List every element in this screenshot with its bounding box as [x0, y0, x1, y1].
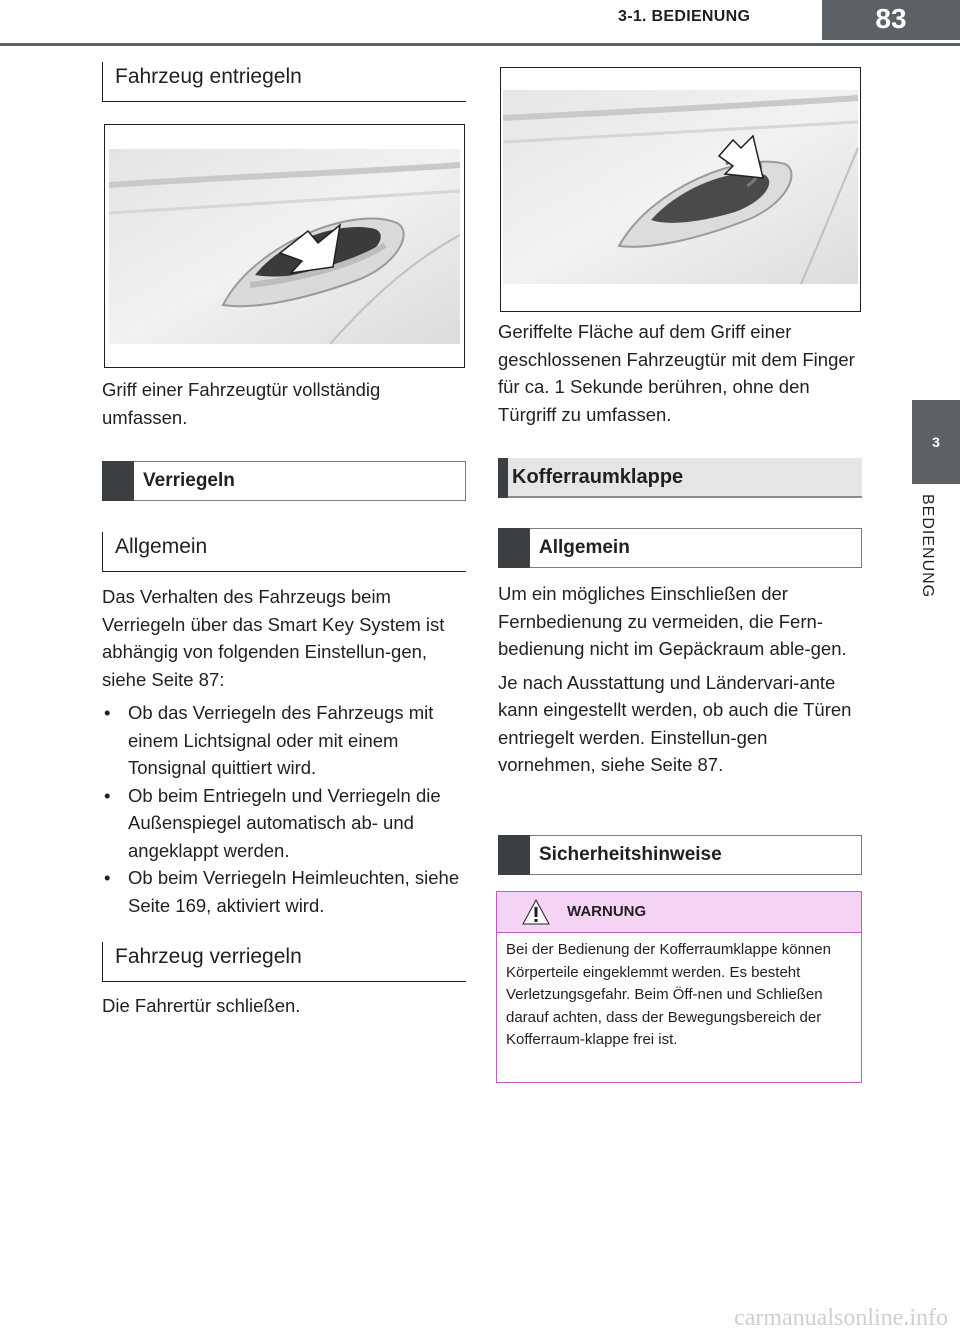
- chapter-label: BEDIENUNG: [919, 494, 936, 599]
- section-title: 3-1. BEDIENUNG: [618, 8, 751, 25]
- lock-vehicle-heading: Fahrzeug verriegeln: [102, 942, 466, 982]
- lock-general-paragraph: Das Verhalten des Fahrzeugs beim Verriegeln über das Smart Key System ist abhängig von folgenden Einstellun-gen, siehe Seite 87:: [102, 586, 445, 690]
- watermark: carmanualsonline.info: [734, 1305, 948, 1331]
- trunk-general-body: [498, 580, 860, 785]
- header-divider: [0, 43, 960, 46]
- lock-general-body: [102, 583, 464, 919]
- warning-label: WARNUNG: [567, 903, 647, 920]
- general-heading-left: Allgemein: [102, 532, 466, 572]
- section-safety: Sicherheitshinweise: [498, 835, 862, 875]
- lock-settings-list: [102, 699, 464, 919]
- unlock-heading: Fahrzeug entriegeln: [102, 62, 466, 102]
- unlock-instruction: Griff einer Fahrzeugtür vollständig umfassen.: [102, 379, 381, 428]
- door-handle-grip-illustration: [104, 124, 465, 368]
- section-lock: Verriegeln: [102, 461, 466, 501]
- warning-text: Bei der Bedienung der Kofferraumklappe können Körperteile eingeklemmt werden. Es besteht Verletzungsgefahr. Beim Öff-nen und Schließen darauf achten, dass der Bewegungsbereich der Kofferraum-klappe frei ist.: [506, 941, 831, 1048]
- lock-vehicle-instruction: Die Fahrertür schließen.: [102, 995, 301, 1016]
- warning-box: [496, 891, 862, 1083]
- door-handle-grip-drawing: [105, 125, 464, 367]
- list-item: • Ob das Verriegeln des Fahrzeugs mit einem Lichtsignal oder mit einem Tonsignal quittiert wird.: [102, 699, 464, 782]
- door-handle-touch-illustration: [500, 67, 861, 312]
- warning-triangle-icon: [521, 898, 551, 926]
- lock-instruction: Geriffelte Fläche auf dem Griff einer geschlossenen Fahrzeugtür mit dem Finger für ca. 1 Sekunde berühren, ohne den Türgriff zu umfassen.: [498, 321, 855, 425]
- section-general-right: Allgemein: [498, 528, 862, 568]
- list-item: • Ob beim Entriegeln und Verriegeln die Außenspiegel automatisch ab- und angeklappt werden.: [102, 782, 464, 865]
- trunk-paragraph-2: Je nach Ausstattung und Ländervari-ante kann eingestellt werden, ob auch die Türen entriegelt werden. Einstellun-gen vornehmen, siehe Seite 87.: [498, 671, 852, 775]
- chapter-tab: 3: [912, 400, 960, 484]
- door-handle-touch-drawing: [501, 68, 860, 311]
- list-item: • Ob beim Verriegeln Heimleuchten, siehe Seite 169, aktiviert wird.: [102, 864, 464, 919]
- trunk-paragraph-1: Um ein mögliches Einschließen der Fernbedienung zu vermeiden, die Fern-bedienung nicht im Gepäckraum able-gen.: [498, 583, 847, 659]
- page-number: 83: [822, 0, 960, 40]
- section-trunk: Kofferraumklappe: [498, 458, 862, 498]
- warning-header: [497, 892, 861, 933]
